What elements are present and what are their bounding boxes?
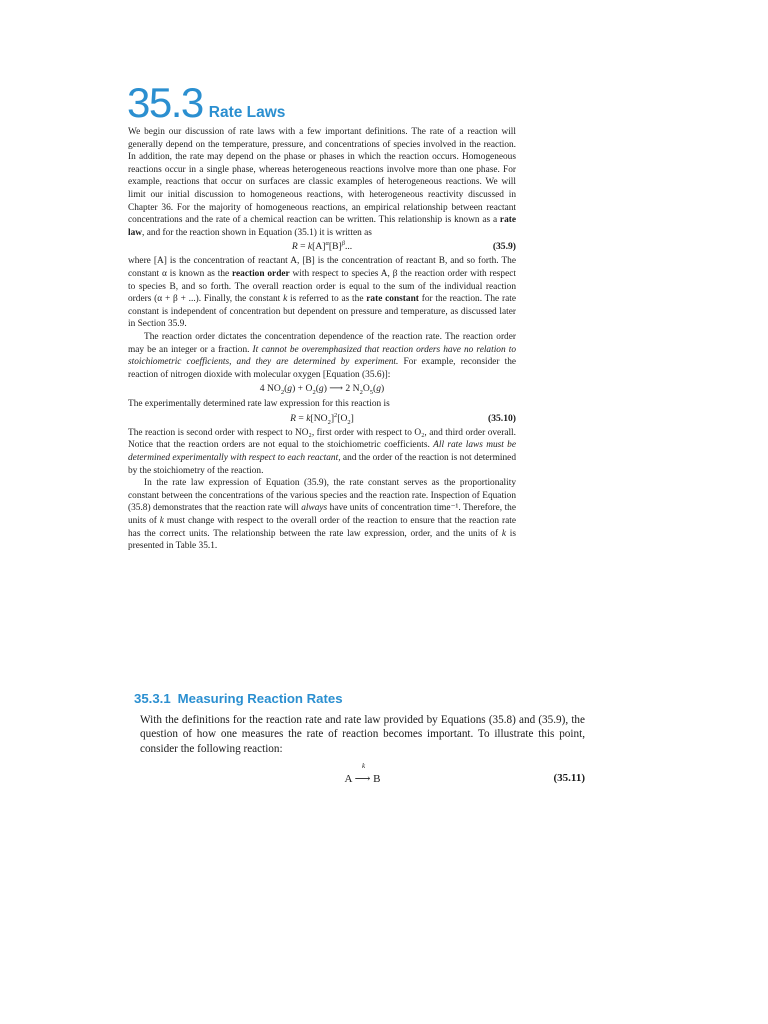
section-number: 35.3 <box>127 79 203 126</box>
subsection-title: Measuring Reaction Rates <box>177 691 343 706</box>
paragraph-definitions: where [A] is the concentration of reactant A, [B] is the concentration of reactant B, and so forth. The constant α is known as the reaction order with respect to species A, β the reaction order with respect to species B, and so forth. The overall reaction order is equal to the sum of the individual reaction orders (α + β + ...). Finally, the constant k is referred to as the rate constant for the reaction. The rate constant is independent of concentration but dependent on pressure and temperature, as discussed later in Section 35.9. <box>128 256 516 330</box>
equation-35-9 <box>128 239 516 255</box>
equation-35-11 <box>140 762 585 792</box>
rate-law-no2-formula: $R = k[NO_2]^2[O_2]$ <box>290 411 354 426</box>
rate-law-formula: $R = k[A]^\alpha[B]^\beta$... <box>291 240 353 253</box>
subsection-heading <box>134 691 343 706</box>
reaction-a-to-b: A ⟶ B <box>344 773 381 785</box>
paragraph-experimental: The experimentally determined rate law expression for this reaction is <box>128 399 390 410</box>
subsection-number: 35.3.1 <box>134 691 171 706</box>
equation-number: (35.11) <box>553 772 585 784</box>
section-body <box>128 126 516 553</box>
subsection-body <box>140 713 585 756</box>
rate-constant-label: k <box>362 762 366 770</box>
paragraph-reaction-order: The reaction order dictates the concentration dependence of the reaction rate. The reaction order may be an integer or a fraction. It cannot be overemphasized that reaction orders have no relation to stoichiometric coefficients, and they are determined by experiment. For example, reconsider the reaction of nitrogen dioxide with molecular oxygen [Equation (35.6)]: <box>128 331 517 380</box>
section-heading <box>127 79 286 126</box>
section-title: Rate Laws <box>208 104 286 121</box>
paragraph-rate-constant-units: In the rate law expression of Equation (35.9), the rate constant serves as the proportionality constant between the concentrations of the various species and the reaction rate. Inspection of Equation (35.8) demonstrates that the reaction rate will always have units of concentration time⁻¹. Therefore, the units of k must change with respect to the overall order of the reaction to ensure that the reaction rate has the correct units. The relationship between the rate law expression, order, and the units of k is presented in Table 35.1. <box>128 478 516 552</box>
paragraph-second-order: The reaction is second order with respect to NO₂, first order with respect to O₂, and third order overall. Notice that the reaction orders are not equal to the stoichiometric coefficients. All rate laws must be determined experimentally with respect to each reactant, and the order of the reaction is not determined by the stoichiometry of the reaction. <box>128 427 516 476</box>
chemical-equation: 4 $NO_2(g) + O_2(g)$ ⟶ 2 $N_2O_5(g)$ <box>259 383 385 397</box>
term-rate-law: rate law <box>128 215 516 238</box>
equation-number: (35.9) <box>492 241 516 253</box>
equation-35-10 <box>128 411 516 427</box>
paragraph-intro: We begin our discussion of rate laws with a few important definitions. The rate of a reaction will generally depend on the temperature, pressure, and concentrations of species involved in the reaction. In addition, the rate may depend on the phase or phases in which the reaction occurs. Homogeneous reactions occur in a single phase, whereas heterogeneous reactions involve more than one phase. For example, reactions that occur on surfaces are classic examples of heterogeneous reactions. We will limit our initial discussion to homogeneous reactions, with heterogeneous reactivity discussed in Chapter 36. For the majority of homogeneous reactions, an empirical relationship between reactant concentrations and the rate of a chemical reaction can be written. This relationship is known as a rate law, and for the reaction shown in Equation (35.1) it is written as <box>128 127 516 238</box>
equation-number: (35.10) <box>488 412 516 424</box>
paragraph-measuring: With the definitions for the reaction rate and rate law provided by Equations (35.8) and (35.9), the question of how one measures the rate of reaction becomes important. To illustrate this point, consider the following reaction: <box>140 714 585 755</box>
